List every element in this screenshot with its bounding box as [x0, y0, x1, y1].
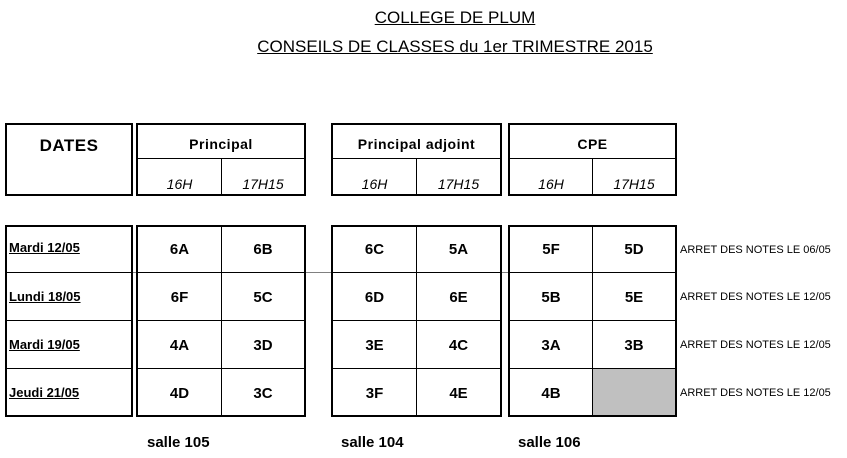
class-cell: 4C	[448, 337, 469, 354]
row-date: Mardi 12/05	[9, 240, 80, 255]
cpe-time-16h: 16H	[538, 176, 564, 192]
class-cell: 5B	[541, 289, 561, 306]
row-divider	[7, 272, 131, 273]
class-cell: 3C	[253, 385, 273, 402]
row-date: Lundi 18/05	[9, 289, 81, 304]
class-cell: 4A	[169, 337, 190, 354]
page-title: COLLEGE DE PLUM	[374, 8, 536, 27]
class-cell: 4B	[541, 385, 561, 402]
row-note: ARRET DES NOTES LE 12/05	[680, 291, 831, 303]
row-divider	[7, 368, 131, 369]
row-divider	[7, 320, 131, 321]
row-divider	[333, 272, 500, 273]
class-cell: 6E	[449, 289, 468, 306]
principal-header: Principal	[189, 136, 253, 152]
class-cell: 5F	[542, 241, 560, 258]
class-cell: 3D	[253, 337, 273, 354]
dates-header-box	[5, 123, 133, 196]
class-cell: 3F	[365, 385, 384, 402]
row-divider	[510, 320, 675, 321]
row-divider	[510, 368, 675, 369]
room-label-cpe: salle 106	[518, 434, 581, 451]
class-cell: 3A	[541, 337, 561, 354]
adjoint-time-17h15: 17H15	[437, 176, 480, 192]
dates-header: DATES	[39, 136, 99, 155]
class-cell: 4D	[169, 385, 190, 402]
principal-time-17h15: 17H15	[242, 176, 284, 192]
class-cell: 5A	[448, 241, 469, 258]
row-divider	[138, 368, 304, 369]
row-divider	[138, 320, 304, 321]
room-label-principal: salle 105	[147, 434, 210, 451]
gap-gridline	[502, 272, 508, 273]
class-cell: 6B	[253, 241, 273, 258]
class-cell: 5E	[624, 289, 644, 306]
row-divider	[333, 368, 500, 369]
class-cell: 3E	[365, 337, 384, 354]
adjoint-time-16h: 16H	[361, 176, 388, 192]
class-cell: 6D	[364, 289, 385, 306]
class-cell: 5C	[253, 289, 273, 306]
row-divider	[333, 320, 500, 321]
row-date: Mardi 19/05	[9, 337, 80, 352]
room-label-adjoint: salle 104	[341, 434, 404, 451]
cpe-time-17h15: 17H15	[613, 176, 655, 192]
row-divider	[510, 272, 675, 273]
row-divider	[138, 272, 304, 273]
class-cell: 6A	[169, 241, 190, 258]
class-cell: 5D	[624, 241, 644, 258]
row-note: ARRET DES NOTES LE 12/05	[680, 387, 831, 399]
empty-cell-shaded	[593, 369, 675, 415]
page-subtitle: CONSEILS DE CLASSES du 1er TRIMESTRE 2015	[257, 37, 653, 56]
class-cell: 4E	[449, 385, 468, 402]
principal-time-16h: 16H	[166, 176, 193, 192]
cpe-header: CPE	[577, 136, 608, 152]
class-cell: 6C	[364, 241, 385, 258]
row-date: Jeudi 21/05	[9, 385, 80, 400]
class-cell: 6F	[170, 289, 189, 306]
row-note: ARRET DES NOTES LE 12/05	[680, 339, 831, 351]
row-note: ARRET DES NOTES LE 06/05	[680, 244, 831, 256]
adjoint-header: Principal adjoint	[357, 136, 476, 152]
class-cell: 3B	[624, 337, 644, 354]
gap-gridline	[306, 272, 331, 273]
gap-gridline	[133, 272, 136, 273]
